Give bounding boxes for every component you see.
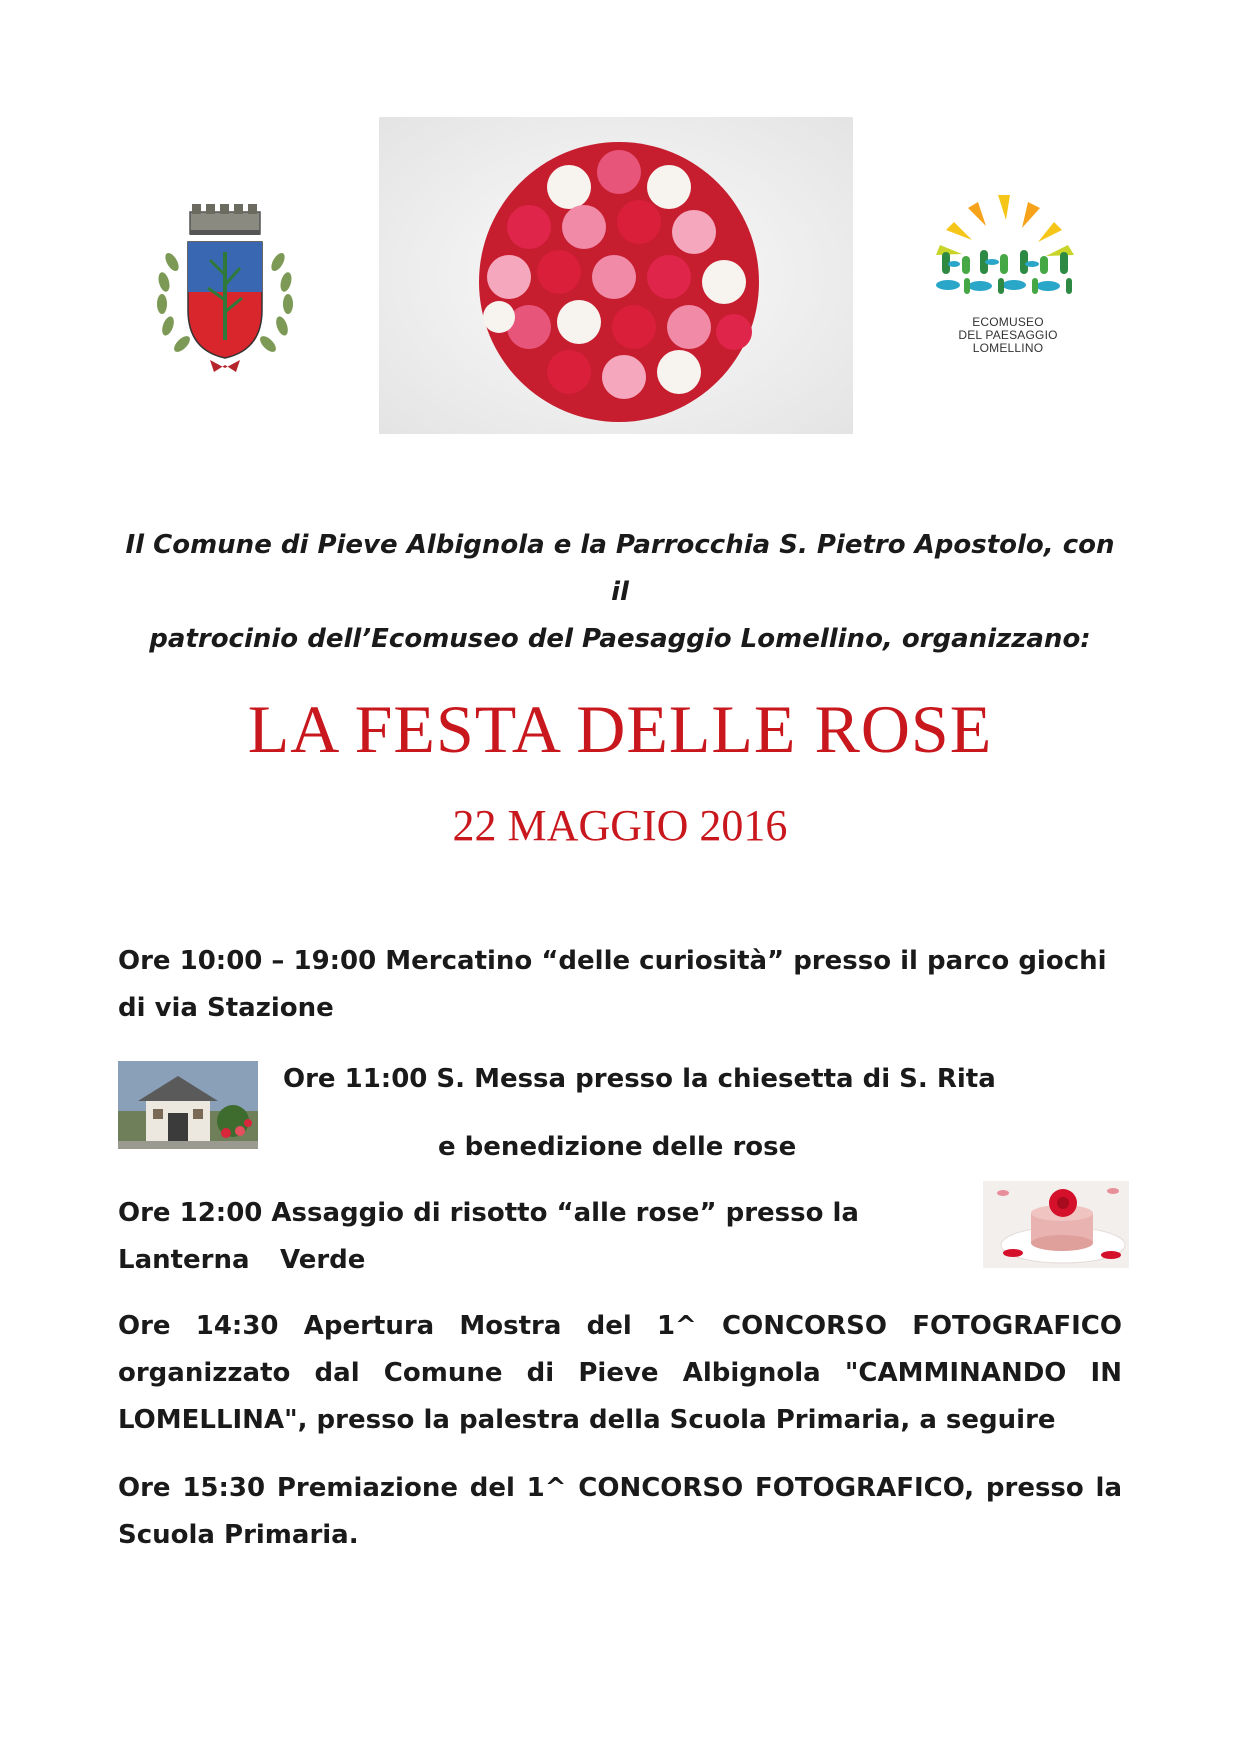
intro-line: patrocinio dell’Ecomuseo del Paesaggio Lomellino, organizzano: xyxy=(149,624,1091,654)
schedule-item-market: Ore 10:00 – 19:00 Mercatino “delle curiosità” presso il parco giochi di via Stazione xyxy=(118,946,1107,1023)
municipal-crest-icon xyxy=(150,200,300,375)
schedule-item-awards: Ore 15:30 Premiazione del 1^ CONCORSO FOTOGRAFICO, presso la Scuola Primaria. xyxy=(118,1473,1122,1550)
rose-risotto-photo xyxy=(983,1181,1129,1268)
schedule-item-risotto-cont: Verde xyxy=(280,1245,366,1275)
eco-logo-line: LOMELLINO xyxy=(972,341,1044,355)
schedule-item-mass: Ore 11:00 S. Messa presso la chiesetta di S. Rita xyxy=(283,1064,996,1094)
ecomuseo-logo xyxy=(928,190,1088,360)
rose-bouquet-photo xyxy=(379,117,853,434)
eco-logo-line: DEL PAESAGGIO xyxy=(958,328,1058,342)
chapel-photo xyxy=(118,1061,258,1149)
ecomuseo-sun-logo xyxy=(928,190,1088,300)
intro-line: Il Comune di Pieve Albignola e la Parrocchia S. Pietro Apostolo, con il xyxy=(125,530,1115,607)
schedule-item-risotto: Ore 12:00 Assaggio di risotto “alle rose” presso la Lanterna xyxy=(118,1198,859,1275)
intro-paragraph xyxy=(120,522,1120,663)
eco-logo-line: ECOMUSEO xyxy=(972,315,1044,329)
event-date: 22 MAGGIO 2016 xyxy=(452,801,788,850)
event-title: LA FESTA DELLE ROSE xyxy=(247,691,993,767)
schedule-item-mass-cont: e benedizione delle rose xyxy=(438,1132,797,1162)
schedule-item-exhibition: Ore 14:30 Apertura Mostra del 1^ CONCORSO FOTOGRAFICO organizzato dal Comune di Pieve Albignola "CAMMINANDO IN LOMELLINA", presso la palestra della Scuola Primaria, a seguire xyxy=(118,1311,1122,1435)
